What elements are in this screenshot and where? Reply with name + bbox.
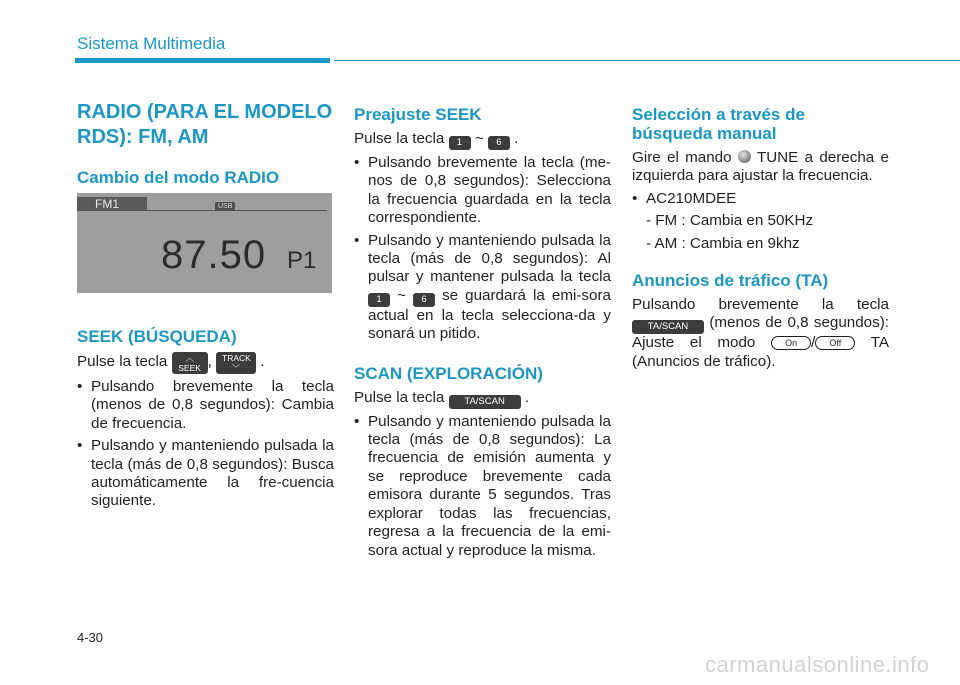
display-usb-badge: USB — [215, 202, 235, 211]
display-band: FM1 — [77, 197, 147, 211]
page-number: 4-30 — [77, 630, 104, 645]
track-down-chevron-icon: ﹀ — [231, 363, 241, 373]
display-preset: P1 — [287, 247, 317, 274]
period: . — [260, 353, 265, 370]
radio-display-image — [77, 193, 332, 293]
seek-intro-text: Pulse la tecla — [77, 353, 168, 370]
manual-text-a: Gire el mando — [632, 149, 732, 166]
preset-bullet-2b: se guardará la emi-sora actual en la tecla selecciona-da y sonará un pitido. — [368, 286, 611, 343]
tilde: ~ — [397, 286, 406, 304]
header-rule-thick — [75, 58, 330, 63]
display-frequency: 87.50 — [161, 233, 267, 277]
seek-bullet-1: • Pulsando brevemente la tecla (menos de 0,8 segundos): Cambia de frecuencia. — [77, 378, 334, 433]
ta-text-c: TA (Anuncios de tráfico). — [632, 334, 889, 370]
ta-scan-key-icon: TA/SCAN — [632, 320, 704, 334]
am-step-line: - AM : Cambia en 9khz — [646, 234, 800, 252]
key-1-icon: 1 — [449, 136, 471, 150]
tune-knob-icon — [738, 150, 751, 163]
track-key-icon — [216, 352, 256, 374]
preset-bullet-2a: Pulsando y manteniendo pulsada la tecla (más de 0,8 segundos): Al pulsar y mantener pulsada la tecla — [368, 231, 611, 286]
scan-intro-text: Pulse la tecla — [354, 388, 445, 406]
fm-step-line: - FM : Cambia en 50KHz — [646, 212, 814, 230]
manual-heading: Selección a través de búsqueda manual — [632, 105, 805, 143]
off-pill-icon: Off — [815, 336, 855, 350]
on-pill-icon: On — [771, 336, 811, 350]
period: . — [524, 388, 530, 406]
seek-up-chevron-icon: ︿ — [185, 353, 194, 363]
header-rule-thin — [334, 60, 960, 61]
seek-intro — [77, 352, 334, 374]
slash: / — [811, 334, 816, 352]
preset-heading: Preajuste SEEK — [354, 105, 482, 124]
key-6-icon: 6 — [488, 136, 510, 150]
section-header: Sistema Multimedia — [77, 34, 226, 53]
display-divider — [147, 210, 327, 211]
scan-heading: SCAN (EXPLORACIÓN) — [354, 363, 543, 383]
column-2 — [354, 100, 611, 560]
tilde: ~ — [474, 130, 484, 147]
preset-intro — [354, 130, 611, 150]
seek-heading: SEEK (BÚSQUEDA) — [77, 327, 237, 346]
watermark: carmanualsonline.info — [705, 652, 930, 677]
mode-heading: Cambio del modo RADIO — [77, 168, 280, 187]
preset-bullet-1: • Pulsando brevemente la tecla (me-nos de 0,8 segundos): Selecciona la frecuencia guardada en la tecla correspondiente. — [354, 154, 611, 228]
manual-text-b: TUNE a derecha e izquierda para ajustar la frecuencia. — [632, 149, 889, 185]
seek-key-icon — [172, 352, 208, 374]
column-3 — [632, 100, 889, 371]
main-title: RADIO (PARA EL MODELO RDS): FM, AM — [77, 101, 333, 148]
key-6-icon: 6 — [413, 293, 435, 307]
ta-text-a: Pulsando brevemente la tecla — [632, 296, 889, 314]
manual-text — [632, 149, 889, 186]
model-bullet: • AC210MDEE — [632, 190, 889, 208]
ta-text-b: (menos de 0,8 segundos): Ajuste el modo — [632, 314, 889, 352]
preset-bullet-2 — [354, 232, 611, 344]
scan-intro — [354, 389, 611, 409]
seek-key-label: SEEK — [178, 363, 201, 373]
ta-heading: Anuncios de tráfico (TA) — [632, 271, 829, 291]
key-1-icon: 1 — [368, 293, 390, 307]
comma: , — [207, 353, 212, 370]
seek-bullet-2: • Pulsando y manteniendo pulsada la tecla (más de 0,8 segundos): Busca automáticamente la fre-cuencia siguiente. — [77, 437, 334, 511]
ta-text — [632, 296, 889, 371]
track-key-label: TRACK — [222, 353, 251, 363]
preset-intro-text: Pulse la tecla — [354, 130, 445, 147]
scan-bullet: • Pulsando y manteniendo pulsada la tecla (más de 0,8 segundos): La frecuencia de emisión aumenta y se reproduce brevemente cada emisora durante 5 segundos. Tras explorar todas las frecuencias, regresa a la frecuencia de la emi-sora actual y reproduce la misma. — [354, 413, 611, 560]
ta-scan-key-icon: TA/SCAN — [449, 395, 521, 409]
period: . — [514, 130, 519, 147]
column-1 — [77, 100, 334, 511]
